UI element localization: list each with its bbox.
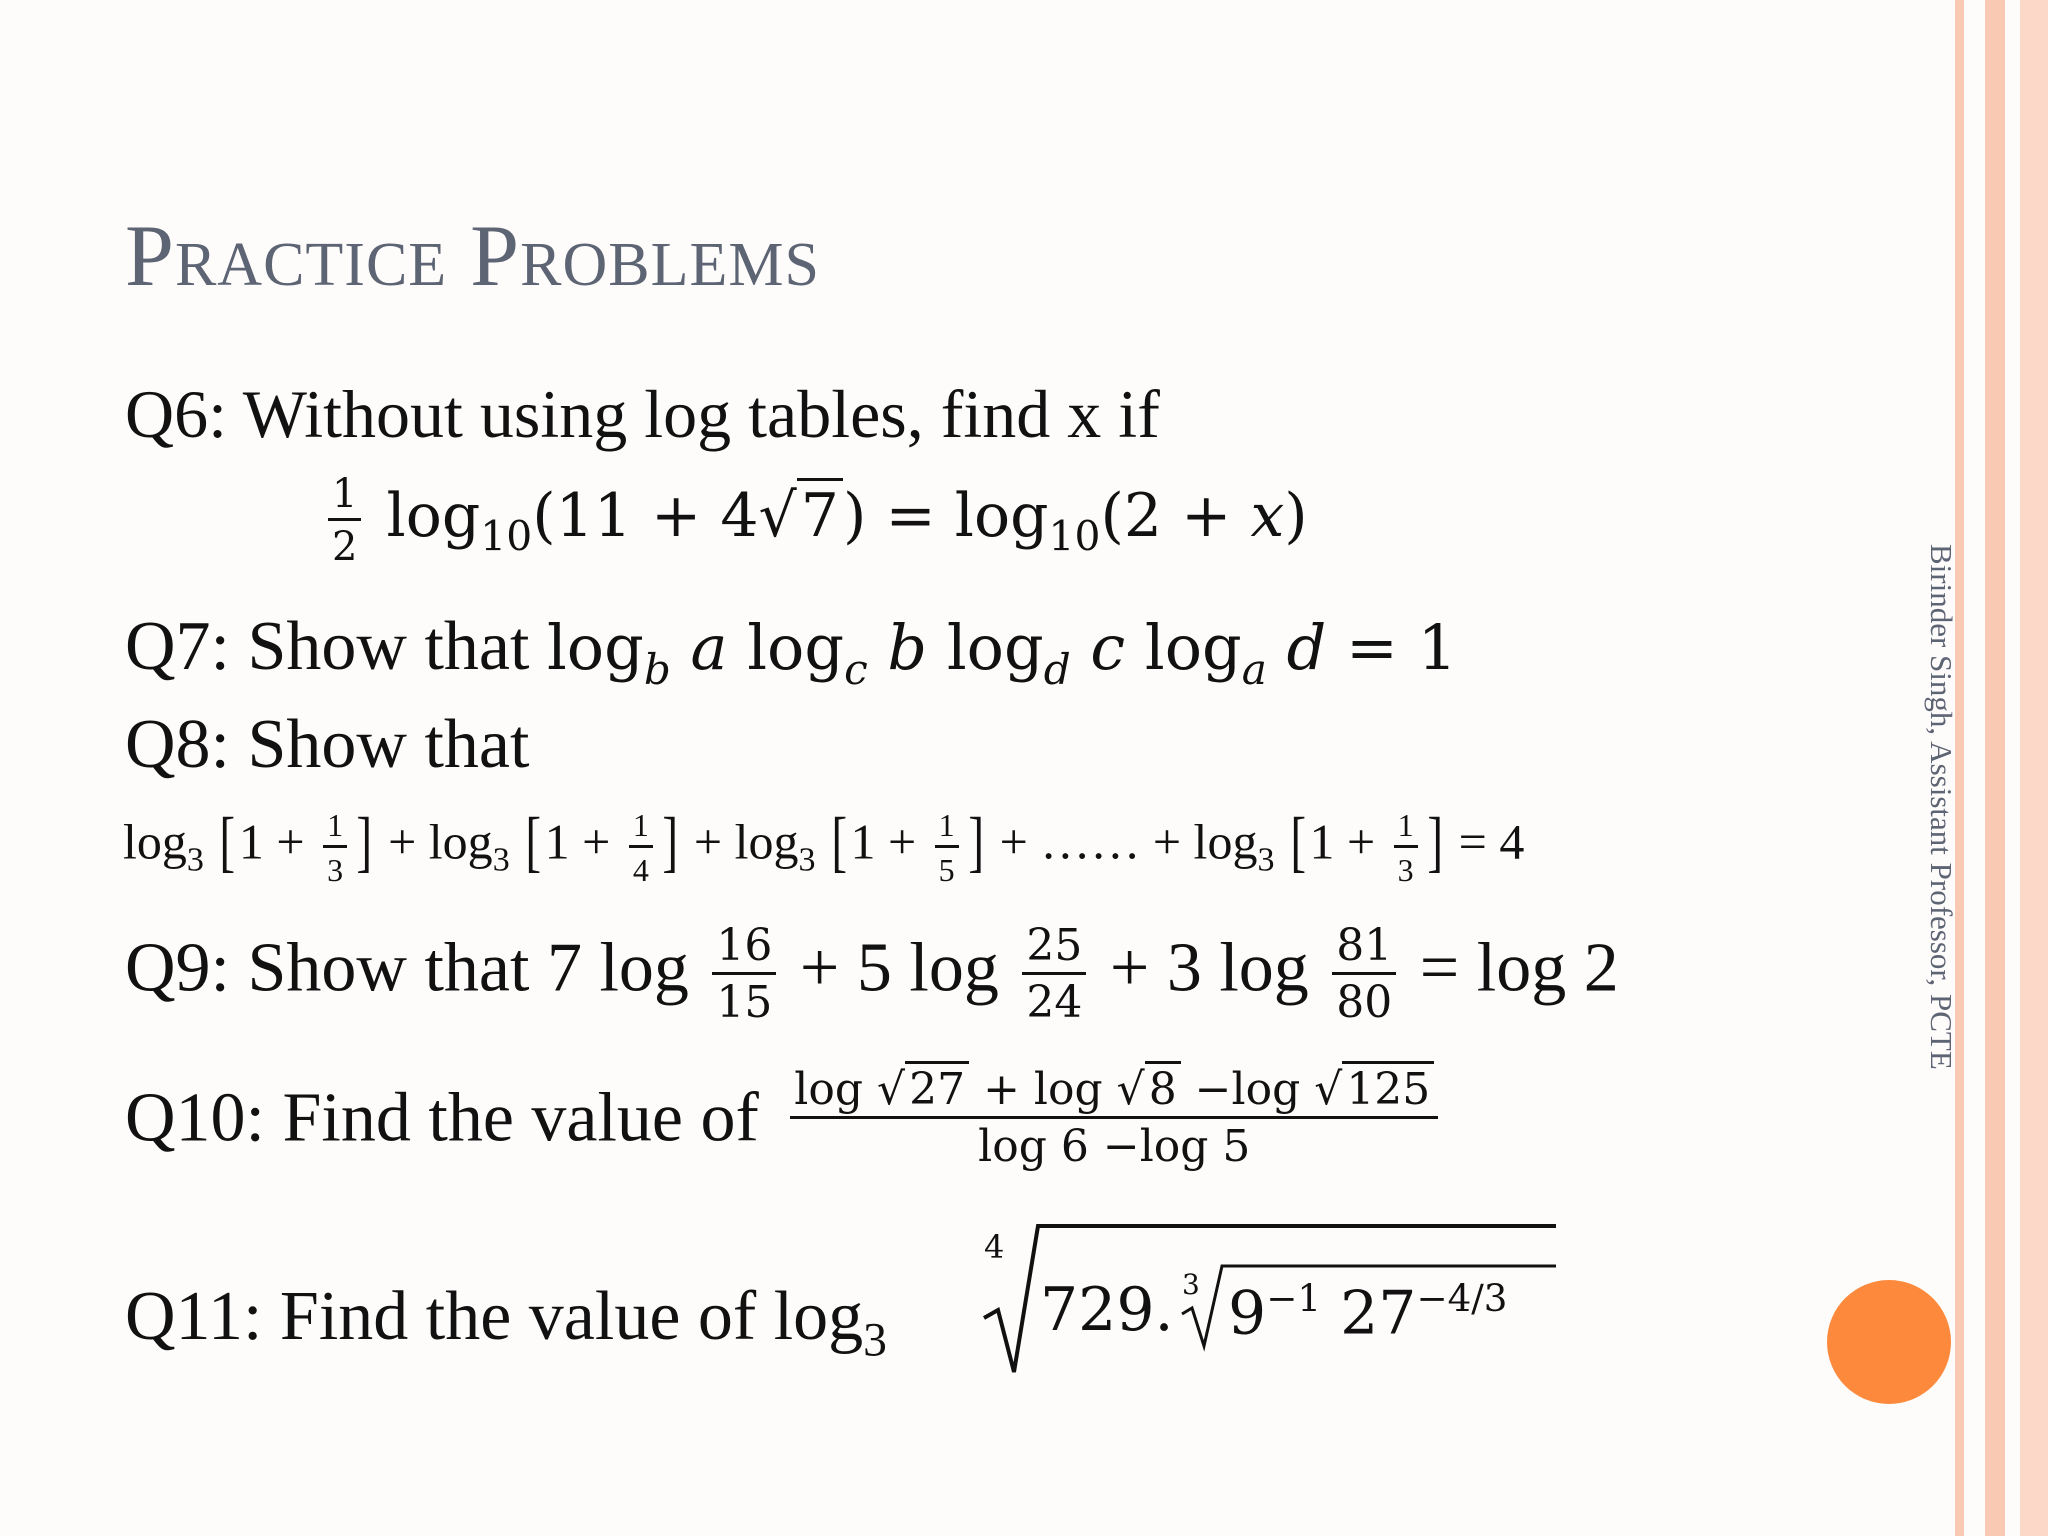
accent-circle — [1827, 1280, 1951, 1404]
q7-line — [125, 608, 1458, 694]
q9-mid-2: + 3 log — [1109, 929, 1309, 1007]
q8-base-3: 3 — [798, 841, 816, 879]
q8-plus-1: + — [375, 813, 429, 870]
q8-prompt — [125, 706, 530, 783]
q6-prompt — [125, 376, 1160, 452]
q9-frac-1-num: 16 — [712, 924, 776, 975]
q10-minus-log: −log — [1180, 1064, 1315, 1115]
q8-bracket-open-2: [ — [525, 804, 542, 879]
q8-log-4: log — [1193, 813, 1258, 870]
q11-value: 729. — [1040, 1275, 1174, 1345]
q9-label: Q9: Show that 7 log — [125, 929, 689, 1007]
q8-result: = 4 — [1446, 813, 1525, 870]
q8-frac-4 — [1394, 806, 1418, 888]
q7-sub-c: c — [844, 644, 868, 694]
q10-sqrt-1: √27 — [877, 1068, 969, 1112]
q6-half-den: 2 — [332, 524, 358, 570]
q8-bracket-open-3: [ — [831, 804, 848, 879]
q6-label: Q6: Without using log tables, find x if — [125, 376, 1160, 452]
q7-log-3: log — [946, 611, 1044, 684]
q7-sub-a: a — [1241, 644, 1267, 694]
q7-log-1: log — [546, 611, 644, 684]
q9-frac-2 — [1022, 920, 1086, 1028]
q8-frac-3-den: 5 — [938, 851, 955, 888]
q8-frac-1-den: 3 — [327, 851, 344, 888]
q8-frac-2-den: 4 — [632, 851, 649, 888]
q7-log-4: log — [1144, 611, 1242, 684]
q10-plus-log: + log — [969, 1064, 1117, 1115]
q8-base-2: 3 — [492, 841, 510, 879]
q8-bracket-open-1: [ — [219, 804, 236, 879]
q8-label: Q8: Show that — [125, 706, 530, 783]
q9-line — [125, 920, 1619, 1028]
q11-inner-index: 3 — [1182, 1268, 1200, 1301]
q8-ellipsis: + …… + — [987, 813, 1194, 870]
q6-sqrt-radicand: 7 — [797, 478, 843, 551]
q8-frac-4-den: 3 — [1397, 851, 1414, 888]
q8-one-plus-1: 1 + — [238, 813, 318, 870]
q8-plus-2: + — [681, 813, 735, 870]
q8-bracket-open-4: [ — [1290, 804, 1307, 879]
footer-author: Birinder Singh, Assistant Professor, PCTE — [1924, 544, 1959, 1070]
side-band-wide — [1985, 0, 2005, 1536]
q8-one-plus-3: 1 + — [850, 813, 929, 870]
q11-label: Q11: Find the value of log — [125, 1278, 864, 1355]
q6-half-fraction — [328, 471, 361, 570]
q11-nine: 9 — [1228, 1278, 1267, 1349]
q10-numerator — [790, 1064, 1438, 1119]
q9-frac-2-num: 25 — [1022, 924, 1086, 975]
q8-frac-1-num: 1 — [323, 809, 347, 848]
q11-inner-radicand — [1228, 1276, 1508, 1349]
q11-exp-1: −1 — [1266, 1276, 1322, 1320]
q6-base-left: 10 — [480, 512, 533, 561]
q9-frac-2-den: 24 — [1026, 977, 1083, 1028]
q8-log-2: log — [428, 813, 493, 870]
q8-bracket-close-3: ] — [968, 804, 984, 879]
q8-frac-4-num: 1 — [1394, 809, 1418, 848]
q10-denominator: log 6 −log 5 — [978, 1121, 1251, 1172]
q6-sqrt: √7 — [759, 486, 843, 546]
q8-one-plus-2: 1 + — [544, 813, 623, 870]
q7-sub-d: d — [1043, 644, 1071, 694]
q6-half-num: 1 — [328, 474, 361, 521]
q9-frac-1 — [712, 920, 776, 1028]
q8-equation — [123, 804, 1525, 888]
q6-close: ) — [1284, 481, 1308, 552]
q7-label: Q7: Show that — [125, 608, 547, 685]
q7-b: b — [887, 611, 928, 684]
q8-frac-2-num: 1 — [629, 809, 653, 848]
q10-sqrt-1-radicand: 27 — [905, 1061, 969, 1115]
q7-c: c — [1090, 611, 1126, 684]
q8-log-3: log — [734, 813, 799, 870]
q9-frac-1-den: 15 — [716, 977, 773, 1028]
q11-outer-index: 4 — [984, 1228, 1005, 1266]
slide-title: Practice Problems — [125, 208, 820, 305]
q8-log-1: log — [123, 813, 187, 870]
q9-frac-3 — [1332, 920, 1396, 1028]
q6-log-left: log — [386, 481, 481, 552]
q6-base-right: 10 — [1048, 512, 1101, 561]
q6-lhs-arg: (11 + 4 — [532, 481, 759, 552]
q11-base: 3 — [863, 1314, 887, 1367]
q9-frac-3-num: 81 — [1332, 924, 1396, 975]
q6-x: x — [1250, 481, 1285, 552]
q10-sqrt-2-radicand: 8 — [1145, 1061, 1181, 1115]
q8-one-plus-4: 1 + — [1309, 813, 1388, 870]
q10-sqrt-3: √125 — [1314, 1068, 1434, 1112]
q11-twentyseven: 27 — [1321, 1278, 1417, 1349]
q8-base-1: 3 — [186, 841, 204, 879]
q7-log-2: log — [747, 611, 845, 684]
q9-mid-1: + 5 log — [799, 929, 999, 1007]
q11-radical — [978, 1222, 1558, 1382]
q11-prompt — [125, 1278, 887, 1367]
q7-d: d — [1286, 611, 1327, 684]
q7-a: a — [690, 611, 728, 684]
q6-log-right: log — [954, 481, 1049, 552]
q7-sub-b: b — [643, 644, 671, 694]
q6-equation — [322, 471, 1308, 570]
q10-label: Q10: Find the value of — [125, 1079, 759, 1157]
q10-line — [125, 1064, 1444, 1172]
q8-bracket-close-2: ] — [662, 804, 678, 879]
q7-equals: = 1 — [1326, 611, 1458, 684]
q9-frac-3-den: 80 — [1336, 977, 1393, 1028]
q10-sqrt-3-radicand: 125 — [1342, 1061, 1434, 1115]
q9-result: = log 2 — [1419, 929, 1619, 1007]
q6-equals: ) = — [842, 481, 955, 552]
q7-formula — [546, 611, 1458, 694]
q6-rhs-arg: (2 + — [1100, 481, 1251, 552]
q10-sqrt-2: √8 — [1117, 1068, 1181, 1112]
q8-frac-1 — [323, 806, 347, 888]
q10-fraction — [790, 1064, 1438, 1172]
q8-frac-2 — [629, 806, 653, 888]
side-band-outer — [2020, 0, 2048, 1536]
q8-bracket-close-4: ] — [1427, 804, 1443, 879]
q8-frac-3 — [935, 806, 959, 888]
q11-exp-2: −4/3 — [1416, 1276, 1508, 1320]
q8-base-4: 3 — [1257, 841, 1275, 879]
q10-log-1: log — [794, 1064, 864, 1115]
q8-bracket-close-1: ] — [356, 804, 373, 879]
q8-frac-3-num: 1 — [935, 809, 959, 848]
